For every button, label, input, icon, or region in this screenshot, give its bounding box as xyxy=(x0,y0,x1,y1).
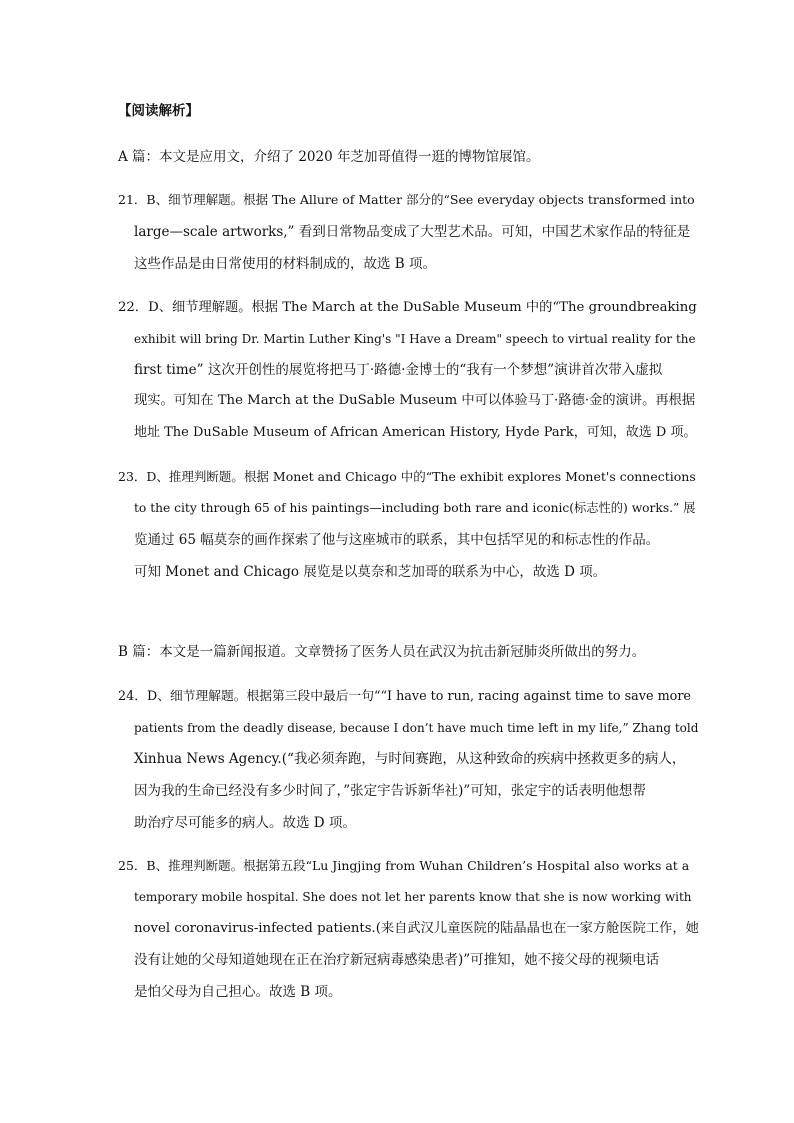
q21-line-1: 21．B、细节理解题。根据 The Allure of Matter 部分的“See everyday objects transformed into xyxy=(118,192,695,207)
q24-line-5: 助治疗尽可能多的病人。故选 D 项。 xyxy=(134,815,356,831)
q25-line-1: 25．B、推理判断题。根据第五段“Lu Jingjing from Wuhan Children’s Hospital also works at a xyxy=(118,858,690,873)
q23-line-3: 览通过 65 幅莫奈的画作探索了他与这座城市的联系，其中包括罕见的和标志性的作品。 xyxy=(134,532,660,548)
reading-analysis-heading: 【阅读解析】 xyxy=(118,103,199,119)
q24-line-4: 因为我的生命已经没有多少时间了，”张定宇告诉新华社)”可知，张定宇的话表明他想帮 xyxy=(134,783,646,799)
section-a-intro: A 篇：本文是应用文，介绍了 2020 年芝加哥值得一逛的博物馆展馆。 xyxy=(118,149,540,165)
q25-line-3: novel coronavirus-infected patients.(来自武汉儿童医院的陆晶晶也在一家方舱医院工作，她 xyxy=(134,921,699,936)
q25-line-2: temporary mobile hospital. She does not let her parents know that she is now working with xyxy=(134,890,692,904)
q22-line-3: first time” 这次开创性的展览将把马丁·路德·金博士的“我有一个梦想”演讲首次带入虚拟 xyxy=(134,362,663,378)
q25-line-5: 是怕父母为自己担心。故选 B 项。 xyxy=(134,984,342,1000)
q22-line-5: 地址 The DuSable Museum of African American History, Hyde Park，可知，故选 D 项。 xyxy=(134,425,697,440)
q24-line-1: 24．D、细节理解题。根据第三段中最后一句““I have to run, racing against time to save more xyxy=(118,689,691,704)
q23-line-2: to the city through 65 of his paintings—including both rare and iconic(标志性的) works.” 展 xyxy=(134,501,696,515)
q21-line-2: large—scale artworks,” 看到日常物品变成了大型艺术品。可知，中国艺术家作品的特征是 xyxy=(134,224,691,240)
q24-line-2: patients from the deadly disease, because I don’t have much time left in my life,” Zhang told xyxy=(134,721,699,735)
q24-line-3: Xinhua News Agency.(“我必须奔跑，与时间赛跑，从这种致命的疾病中拯救更多的病人， xyxy=(134,751,686,767)
q22-line-2: exhibit will bring Dr. Martin Luther King's "I Have a Dream" speech to virtual reality for the xyxy=(134,332,696,346)
q23-line-1: 23．D、推理判断题。根据 Monet and Chicago 中的“The exhibit explores Monet's connections xyxy=(118,469,696,484)
q22-line-1: 22．D、细节理解题。根据 The March at the DuSable Museum 中的“The groundbreaking xyxy=(118,300,697,315)
q25-line-4: 没有让她的父母知道她现在正在治疗新冠病毒感染患者)”可推知，她不接父母的视频电话 xyxy=(134,952,660,968)
q22-line-4: 现实。可知在 The March at the DuSable Museum 中可以体验马丁·路德·金的演讲。再根据 xyxy=(134,393,696,408)
q23-line-4: 可知 Monet and Chicago 展览是以莫奈和芝加哥的联系为中心，故选 D 项。 xyxy=(134,564,607,580)
section-b-intro: B 篇：本文是一篇新闻报道。文章赞扬了医务人员在武汉为抗击新冠肺炎所做出的努力。 xyxy=(118,644,646,660)
q21-line-3: 这些作品是由日常使用的材料制成的，故选 B 项。 xyxy=(134,256,437,272)
